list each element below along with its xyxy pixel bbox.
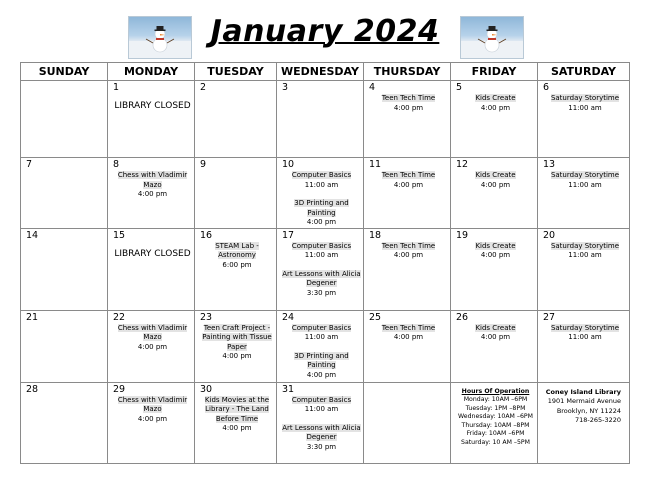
weekday-header: WEDNESDAY [277,63,364,81]
event-time: 4:00 pm [306,370,337,379]
day-number: 4 [369,82,376,93]
day-cell[interactable] [277,81,364,158]
weekday-header: FRIDAY [451,63,538,81]
event[interactable] [456,324,535,343]
event-name: Teen Tech Time [381,171,436,179]
day-cell[interactable] [538,382,630,463]
event[interactable] [282,171,361,190]
day-cell[interactable] [21,158,108,229]
event-time: 4:00 pm [393,180,424,189]
event-time: 4:00 pm [480,333,511,341]
event[interactable] [282,424,361,453]
event-name: Chess with Vladimir Mazo [117,323,188,341]
calendar-header [0,0,650,62]
day-number: 27 [543,311,556,323]
event-time: 11:00 am [568,103,602,112]
day-cell[interactable] [108,228,195,310]
event-name: Saturday Storytime [550,241,620,250]
day-cell[interactable] [108,382,195,463]
event-name: Teen Tech Time [381,241,436,250]
event-time: 11:00 am [304,405,339,413]
day-number: 7 [26,159,33,170]
event-name: Computer Basics [291,171,352,179]
event-name: Saturday Storytime [550,323,620,332]
day-cell[interactable] [108,158,195,229]
week-row [21,228,630,310]
event-name: Kids Create [475,94,516,102]
event-name: Saturday Storytime [550,171,620,179]
weekday-header: MONDAY [108,63,195,81]
day-number: 22 [113,311,126,323]
event-time: 11:00 am [304,333,339,341]
event[interactable] [282,199,361,228]
hours-line: Thursday: 10AM –8PM [461,421,530,429]
weekday-header: THURSDAY [364,63,451,81]
weekday-header: SATURDAY [538,63,630,81]
event-time: 4:00 pm [393,103,424,112]
event-name: STEAM Lab - Astronomy [215,241,259,259]
day-number: 23 [200,311,213,323]
event-name: Art Lessons with Alicia Degener [282,269,361,287]
event-time: 4:00 pm [222,352,252,360]
event-time: 6:00 pm [222,260,252,269]
day-cell[interactable] [195,310,277,382]
week-row [21,382,630,463]
library-info [543,388,627,426]
day-number: 26 [456,311,469,323]
event-name: Teen Tech Time [381,94,436,102]
event-name: Kids Movies at the Library - The Land Before Time [204,395,270,423]
event[interactable] [543,94,627,113]
event-name: 3D Printing and Painting [294,199,349,217]
day-number: 24 [282,311,295,323]
event-time: 11:00 am [304,180,339,189]
event-name: Kids Create [475,323,516,332]
event-name: Teen Craft Project - Painting with Tissue Paper [202,323,272,351]
event-name: Kids Create [475,171,516,179]
event[interactable] [369,324,448,343]
day-number: 29 [113,383,126,395]
event[interactable] [456,171,535,190]
day-cell[interactable] [451,81,538,158]
event-time: 4:00 pm [137,414,168,423]
day-number: 10 [282,159,295,170]
event-time: 4:00 pm [393,251,424,259]
event-name: Chess with Vladimir Mazo [117,171,188,189]
weekday-header: SUNDAY [21,63,108,81]
event[interactable] [543,324,627,343]
event[interactable] [282,352,361,381]
event-time: 11:00 am [568,251,602,259]
day-cell[interactable] [538,81,630,158]
event[interactable] [369,171,448,190]
event-time: 4:00 pm [393,333,424,341]
day-cell[interactable] [195,228,277,310]
day-number: 3 [282,82,289,93]
day-number: 2 [200,82,207,93]
day-cell[interactable] [21,81,108,158]
library-address: 1901 Mermaid Avenue [547,397,621,406]
day-number: 30 [200,383,213,395]
week-row [21,310,630,382]
day-number: 17 [282,229,295,241]
day-cell[interactable] [195,81,277,158]
closed-notice: LIBRARY CLOSED [114,248,191,259]
event-name: Kids Create [475,241,516,250]
hours-line: Tuesday: 1PM –8PM [465,404,526,412]
event[interactable] [369,242,448,261]
day-cell[interactable] [451,228,538,310]
hours-of-operation [456,388,535,448]
hours-line: Saturday: 10 AM –5PM [461,439,530,447]
event[interactable] [282,270,361,299]
event-time: 4:00 pm [137,190,168,198]
day-number: 13 [543,159,556,170]
day-cell[interactable] [364,81,451,158]
day-number: 12 [456,159,469,170]
event-name: Computer Basics [291,395,352,404]
event[interactable] [200,242,274,271]
event-name: Teen Tech Time [381,323,436,332]
day-cell[interactable] [21,310,108,382]
snowman-image-right [460,16,524,59]
day-cell[interactable] [538,310,630,382]
event[interactable] [456,94,535,113]
event-time: 4:00 pm [480,251,511,259]
day-number: 31 [282,383,295,395]
day-number: 6 [543,82,550,93]
event-time: 11:00 am [568,180,602,189]
day-number: 25 [369,311,382,323]
event-name: Computer Basics [291,323,352,332]
event[interactable] [282,242,361,261]
day-cell[interactable] [195,382,277,463]
event-name: 3D Printing and Painting [294,351,349,369]
event-name: Saturday Storytime [550,94,620,102]
day-cell[interactable] [364,310,451,382]
weekday-header: TUESDAY [195,63,277,81]
day-cell[interactable] [195,158,277,229]
day-cell[interactable] [277,158,364,229]
event-time: 3:30 pm [306,442,337,451]
event[interactable] [543,171,627,190]
day-cell[interactable] [277,382,364,463]
event-name: Chess with Vladimir Mazo [117,395,188,413]
hours-line: Wednesday: 10AM –6PM [458,413,533,421]
day-cell[interactable] [21,382,108,463]
event[interactable] [369,94,448,113]
day-cell[interactable] [277,228,364,310]
day-number: 20 [543,229,556,241]
day-number: 21 [26,311,39,323]
day-number: 5 [456,82,463,93]
event-time: 3:30 pm [306,288,337,297]
day-number: 15 [113,229,126,241]
day-cell[interactable] [451,310,538,382]
event-name: Computer Basics [291,241,352,250]
event-time: 4:00 pm [480,103,511,112]
event-time: 11:00 am [568,333,602,341]
hours-title: Hours Of Operation [461,387,530,395]
weekday-header-row [21,63,630,81]
day-cell[interactable] [451,382,538,463]
closed-notice: LIBRARY CLOSED [114,101,191,111]
event[interactable] [113,396,192,425]
event-time: 4:00 pm [222,424,252,432]
day-cell[interactable] [451,158,538,229]
day-cell[interactable] [277,310,364,382]
page-title: January 2024 [210,14,440,49]
library-city: Brooklyn, NY 11224 [556,406,621,415]
event-time: 4:00 pm [480,180,511,189]
day-cell[interactable] [108,310,195,382]
event[interactable] [113,171,192,200]
day-number: 14 [26,229,39,241]
day-cell[interactable] [364,228,451,310]
event[interactable] [543,242,627,261]
event-time: 11:00 am [304,251,339,259]
day-cell[interactable] [538,228,630,310]
day-number: 28 [26,383,39,395]
event-name: Art Lessons with Alicia Degener [282,423,361,441]
event[interactable] [200,324,274,362]
day-number: 19 [456,229,469,241]
event[interactable] [200,396,274,434]
calendar-grid [20,62,630,464]
day-cell[interactable] [108,81,195,158]
day-number: 1 [113,82,120,93]
day-number: 9 [200,159,207,170]
day-number: 11 [369,159,382,170]
week-row [21,81,630,158]
day-cell[interactable] [364,382,451,463]
event-time: 4:00 pm [306,218,337,226]
day-number: 16 [200,229,213,241]
day-cell[interactable] [538,158,630,229]
hours-line: Friday: 10AM –6PM [466,430,525,438]
event[interactable] [113,324,192,353]
day-number: 8 [113,159,120,170]
hours-line: Monday: 10AM –6PM [463,396,528,404]
library-name: Coney Island Library [545,387,621,396]
day-cell[interactable] [364,158,451,229]
event[interactable] [282,324,361,343]
event[interactable] [456,242,535,261]
event[interactable] [282,396,361,415]
day-cell[interactable] [21,228,108,310]
event-time: 4:00 pm [137,342,168,351]
library-phone: 718-265-3220 [574,416,621,425]
week-row [21,158,630,229]
day-number: 18 [369,229,382,241]
